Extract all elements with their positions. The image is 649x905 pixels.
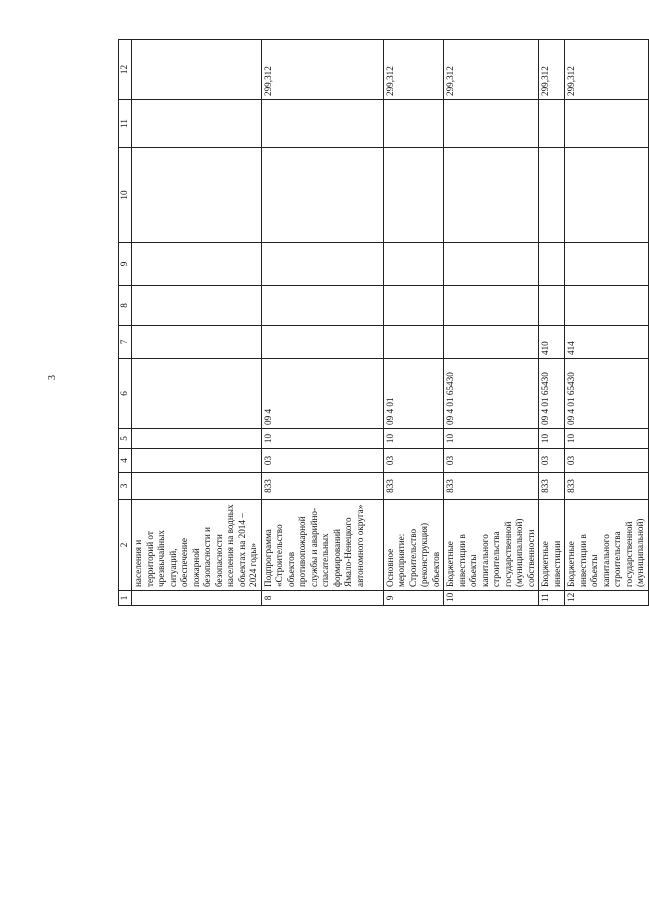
cell-col10: [444, 148, 539, 243]
column-header: 9: [119, 243, 132, 286]
cell-col11: [539, 100, 565, 148]
column-header: 10: [119, 148, 132, 243]
cell-col8: [565, 286, 649, 326]
cell-col6: 09 4 01 65430: [444, 359, 539, 429]
document-page: [118, 40, 645, 606]
cell-col8: [539, 286, 565, 326]
row-description: Бюджетные инвестиции в объекты капитального строительства государственной (муниципальной) собственности: [444, 500, 539, 591]
cell-col9: [261, 243, 383, 286]
column-header: 3: [119, 473, 132, 500]
cell-col6: 09 4 01 65430: [539, 359, 565, 429]
cell-col6: 09 4 01: [383, 359, 444, 429]
column-header: 11: [119, 100, 132, 148]
column-header: 1: [119, 591, 132, 606]
cell-col8: [261, 286, 383, 326]
column-header: 6: [119, 359, 132, 429]
cell-col8: [444, 286, 539, 326]
row-number: 11: [539, 591, 565, 606]
cell-col7: [132, 326, 262, 359]
cell-col7: 410: [539, 326, 565, 359]
cell-col3: 833: [383, 473, 444, 500]
cell-col6: 09 4: [261, 359, 383, 429]
cell-col5: 10: [444, 429, 539, 449]
cell-col9: [539, 243, 565, 286]
cell-col10: [261, 148, 383, 243]
cell-col4: 03: [444, 449, 539, 473]
row-description: Подпрограмма «Строительство объектов противопожарной службы и аварийно-спасательных формирований Ямало-Ненецкого автономного округа»: [261, 500, 383, 591]
cell-col9: [383, 243, 444, 286]
cell-col4: 03: [539, 449, 565, 473]
row-number: 9: [383, 591, 444, 606]
cell-col7: [261, 326, 383, 359]
page-number: 3: [47, 375, 58, 380]
cell-col3: 833: [444, 473, 539, 500]
table-row: [565, 40, 649, 606]
row-number: 10: [444, 591, 539, 606]
cell-amount: [132, 40, 262, 100]
cell-col4: [132, 449, 262, 473]
cell-col10: [383, 148, 444, 243]
cell-col10: [132, 148, 262, 243]
column-header: 12: [119, 40, 132, 100]
cell-col4: 03: [565, 449, 649, 473]
cell-amount: 299,312: [539, 40, 565, 100]
cell-col8: [383, 286, 444, 326]
cell-col8: [132, 286, 262, 326]
column-header: 8: [119, 286, 132, 326]
cell-amount: 299,312: [261, 40, 383, 100]
row-description: Бюджетные инвестиции в объекты капитального строительства государственной (муниципальной): [565, 500, 649, 591]
cell-col7: [444, 326, 539, 359]
cell-col4: 03: [383, 449, 444, 473]
cell-col7: [383, 326, 444, 359]
row-description: Бюджетные инвестиции: [539, 500, 565, 591]
cell-col3: 833: [565, 473, 649, 500]
column-header: 5: [119, 429, 132, 449]
cell-col9: [132, 243, 262, 286]
cell-col7: 414: [565, 326, 649, 359]
table-row: [383, 40, 444, 606]
row-description: Основное мероприятие: Строительство (реконструкция) объектов: [383, 500, 444, 591]
table-row: [261, 40, 383, 606]
cell-col6: 09 4 01 65430: [565, 359, 649, 429]
cell-col11: [383, 100, 444, 148]
cell-col11: [565, 100, 649, 148]
row-number: 8: [261, 591, 383, 606]
cell-col3: 833: [261, 473, 383, 500]
header-row: [119, 40, 132, 606]
column-header: 4: [119, 449, 132, 473]
budget-table: [118, 39, 649, 606]
cell-amount: 299,312: [444, 40, 539, 100]
table-row: [539, 40, 565, 606]
cell-col5: 10: [383, 429, 444, 449]
column-header: 7: [119, 326, 132, 359]
cell-col5: 10: [539, 429, 565, 449]
cell-amount: 299,312: [565, 40, 649, 100]
cell-col10: [539, 148, 565, 243]
cell-col9: [565, 243, 649, 286]
row-number: [132, 591, 262, 606]
table-row: [132, 40, 262, 606]
rotated-table-container: [118, 40, 645, 606]
cell-col3: [132, 473, 262, 500]
cell-col5: [132, 429, 262, 449]
cell-col11: [132, 100, 262, 148]
cell-col11: [261, 100, 383, 148]
cell-col5: 10: [565, 429, 649, 449]
row-description: населения и территорий от чрезвычайных ситуаций, обеспечение пожарной безопасности и безопасности населения на водных объектах на 2014 – 2024 годы»: [132, 500, 262, 591]
table-row: [444, 40, 539, 606]
cell-amount: 299,312: [383, 40, 444, 100]
row-number: 12: [565, 591, 649, 606]
cell-col5: 10: [261, 429, 383, 449]
cell-col6: [132, 359, 262, 429]
column-header: 2: [119, 500, 132, 591]
cell-col3: 833: [539, 473, 565, 500]
cell-col4: 03: [261, 449, 383, 473]
cell-col10: [565, 148, 649, 243]
cell-col9: [444, 243, 539, 286]
cell-col11: [444, 100, 539, 148]
